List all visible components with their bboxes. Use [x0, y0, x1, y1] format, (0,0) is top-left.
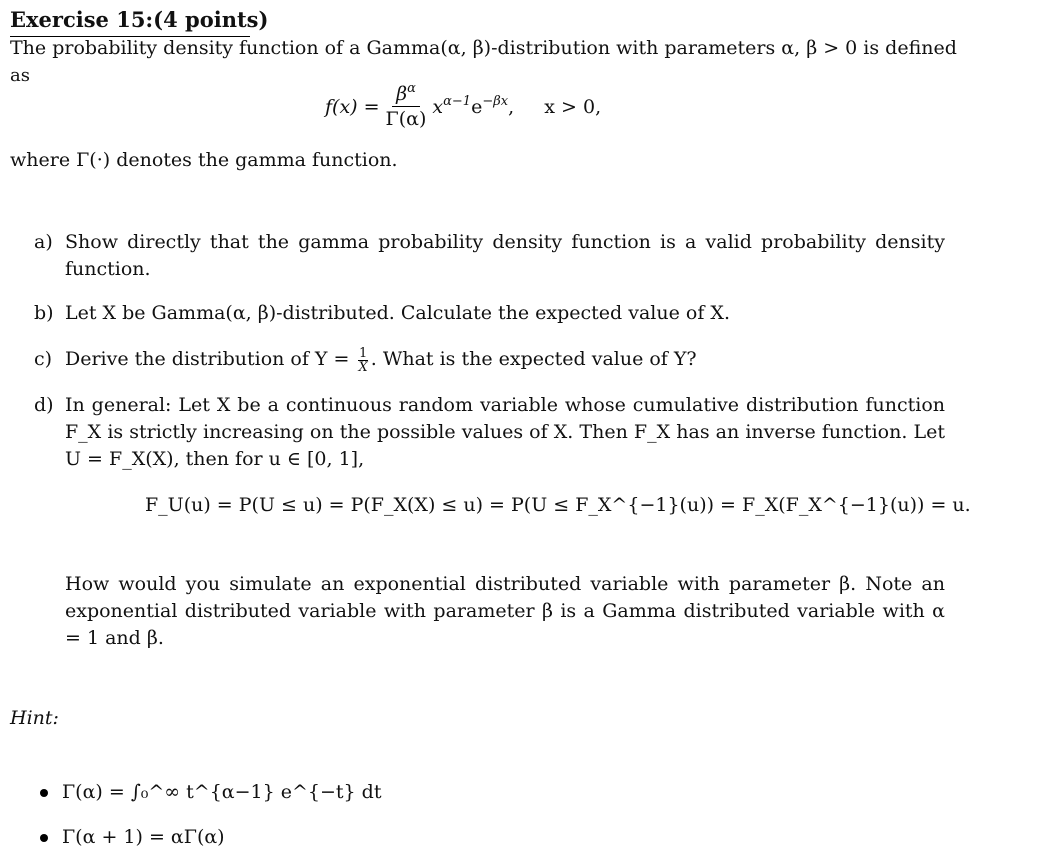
- pdf-x: x: [432, 95, 444, 118]
- part-a-text: Show directly that the gamma probability density function is a valid probability density function.: [65, 231, 945, 280]
- part-c-fraction: [357, 347, 368, 374]
- simulation-question: How would you simulate an exponential distributed variable with parameter β. Note an exponential distributed variable with parameter β is a Gamma distributed variable with α = 1 and β.: [65, 573, 945, 649]
- part-b-label: b): [34, 302, 54, 324]
- inverse-transform-equation: F_U(u) = P(U ≤ u) = P(F_X(X) ≤ u) = P(U ≤ F_X^{−1}(u)) = F_X(F_X^{−1}(u)) = u.: [145, 494, 971, 516]
- exercise-title: Exercise 15:(4 points): [10, 7, 269, 32]
- part-d-label: d): [34, 394, 54, 416]
- part-b-text: Let X be Gamma(α, β)-distributed. Calculate the expected value of X.: [65, 302, 730, 324]
- bullet-icon: [40, 789, 48, 797]
- part-c-frac-num: 1: [358, 345, 368, 361]
- hint-bullet-1-text: Γ(α) = ∫₀^∞ t^{α−1} e^{−t} dt: [62, 781, 382, 803]
- hint-bullet-gamma-integral: [40, 781, 381, 803]
- pdf-denominator: Γ(α): [385, 108, 427, 130]
- part-c-pre: Derive the distribution of Y =: [65, 348, 350, 370]
- gamma-function-note: where Γ(·) denotes the gamma function.: [10, 149, 398, 171]
- part-c-label: c): [34, 348, 53, 370]
- pdf-numerator: β: [396, 83, 408, 105]
- pdf-e-exponent: −βx: [482, 93, 509, 109]
- pdf-x-exponent: α−1: [443, 93, 472, 109]
- bullet-icon: [40, 834, 48, 842]
- part-c-frac-den: X: [358, 359, 368, 375]
- pdf-fraction: [382, 82, 431, 131]
- hint-bullet-gamma-recursion: [40, 826, 225, 848]
- pdf-lhs: f(x) =: [325, 95, 380, 118]
- intro-line-1: The probability density function of a Gamma(α, β)-distribution with parameters α, β > 0 is defined: [10, 37, 957, 59]
- gamma-pdf-equation: [325, 82, 601, 131]
- pdf-condition: , x > 0,: [508, 95, 602, 118]
- part-c-text: [65, 346, 945, 374]
- part-a-label: a): [34, 231, 53, 253]
- intro-line-2: as: [10, 65, 30, 86]
- part-c-post: . What is the expected value of Y?: [370, 348, 697, 370]
- hint-bullet-2-text: Γ(α + 1) = αΓ(α): [62, 826, 225, 848]
- part-d-text: In general: Let X be a continuous random variable whose cumulative distribution function F_X is strictly increasing on the possible values of X. Then F_X has an inverse function. Let U = F_X(X), then for u ∈ [0, 1],: [65, 394, 945, 470]
- hint-label: Hint:: [10, 707, 59, 729]
- pdf-e: e: [471, 95, 483, 118]
- pdf-numerator-exponent: α: [407, 81, 416, 96]
